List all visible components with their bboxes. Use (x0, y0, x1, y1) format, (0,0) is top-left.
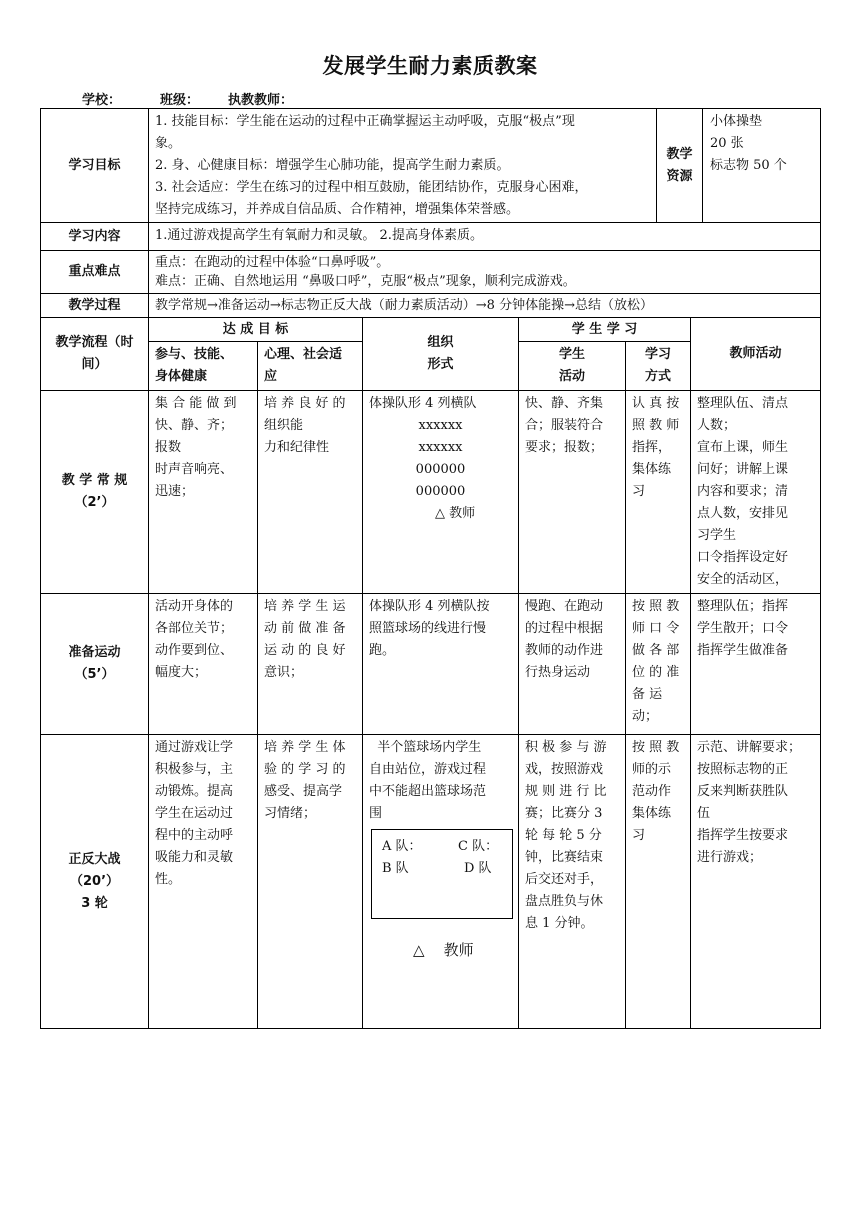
process-text: 教学常规→准备运动→标志物正反大战（耐力素质活动）→8 分钟体能操→总结（放松） (149, 294, 821, 318)
goal-a-header: 参与、技能、 身体健康 (149, 342, 258, 391)
method-header: 学习 方式 (626, 342, 691, 391)
goal-a-cell: 活动开身体的 各部位关节； 动作要到位、 幅度大； (149, 594, 258, 735)
study-header: 学 生 学 习 (519, 318, 691, 342)
resources-label: 教学 资源 (657, 109, 703, 222)
activity-cell: 快、静、齐集 合；服装符合 要求；报数； (519, 391, 626, 594)
teacher-cell: 示范、讲解要求； 按照标志物的正 反来判断获胜队 伍 指挥学生按要求 进行游戏； (691, 735, 821, 1029)
stage-cell: 教 学 常 规 （2’） (41, 391, 149, 594)
activity-header: 学生 活动 (519, 342, 626, 391)
method-cell: 按 照 教 师的示 范动作 集体练 习 (626, 735, 691, 1029)
class-label: 班级： (160, 93, 200, 108)
activity-cell: 慢跑、在跑动 的过程中根据 教师的动作进 行热身运动 (519, 594, 626, 735)
goal-b-header: 心理、社会适 应 (258, 342, 363, 391)
activity-cell: 积 极 参 与 游 戏，按照游戏 规 则 进 行 比 赛；比赛分 3 轮 每 轮 5 分 钟，比赛结束 后交还对手， 盘点胜负与休 息 1 分钟。 (519, 735, 626, 1029)
goal-b-cell: 培 养 良 好 的 组织能 力和纪律性 (258, 391, 363, 594)
teacher-position-mark: △ 教师 (435, 506, 476, 521)
table-row (41, 594, 821, 735)
court-diagram (371, 829, 513, 919)
resources-list: 小体操垫 20 张 标志物 50 个 (710, 114, 787, 173)
org-cell: 半个篮球场内学生 自由站位，游戏过程 中不能超出篮球场范 围 A 队： C 队： B 队 D 队 △ 教师 (363, 735, 519, 1029)
method-cell: 认 真 按 照 教 师 指挥， 集体练 习 (626, 391, 691, 594)
lesson-plan-table (40, 108, 821, 1029)
goal-a-cell: 通过游戏让学 积极参与，主 动锻炼。提高 学生在运动过 程中的主动呼 吸能力和灵敏 性。 (149, 735, 258, 1029)
team-b-label: B 队 (382, 861, 409, 876)
key-points-label: 重点难点 (41, 251, 149, 294)
team-a-label: A 队： (382, 839, 422, 854)
org-header: 组织 形式 (363, 318, 519, 391)
org-cell: 体操队形 4 列横队 xxxxxx xxxxxx 000000 000000 △ 教师 (363, 391, 519, 594)
key-points-text: 重点：在跑动的过程中体验“口鼻呼吸”。 难点：正确、自然地运用 “鼻吸口呼”，克服“极点”现象，顺利完成游戏。 (149, 251, 821, 294)
table-row (41, 391, 821, 594)
teacher-label: 执教教师： (228, 93, 294, 108)
team-c-label: C 队： (458, 839, 499, 854)
goal-b-cell: 培 养 学 生 运 动 前 做 准 备 运 动 的 良 好 意识； (258, 594, 363, 735)
flow-header: 教学流程（时 间） (41, 318, 149, 391)
goal-a-cell: 集 合 能 做 到 快、静、齐； 报数 时声音响亮、 迅速； (149, 391, 258, 594)
process-label: 教学过程 (41, 294, 149, 318)
objectives-label: 学习目标 (41, 109, 149, 223)
page-title: 发展学生耐力素质教案 (322, 54, 538, 78)
table-row (41, 735, 821, 1029)
org-cell: 体操队形 4 列横队按 照篮球场的线进行慢 跑。 (363, 594, 519, 735)
team-d-label: D 队 (464, 861, 492, 876)
teacher-activity-header: 教师活动 (691, 318, 821, 391)
stage-cell: 正反大战 （20’） 3 轮 (41, 735, 149, 1029)
teacher-cell: 整理队伍、清点 人数； 宣布上课，师生 问好；讲解上课 内容和要求；清 点人数，安排见 习学生 口令指挥设定好 安全的活动区， (691, 391, 821, 594)
goal-b-cell: 培 养 学 生 体 验 的 学 习 的 感受、提高学 习情绪； (258, 735, 363, 1029)
teacher-position-mark: △ 教师 (413, 941, 474, 959)
stage-cell: 准备运动 （5’） (41, 594, 149, 735)
content-text: 1.通过游戏提高学生有氧耐力和灵敏。 2.提高身体素质。 (149, 223, 821, 251)
content-label: 学习内容 (41, 223, 149, 251)
school-label: 学校： (82, 93, 122, 108)
method-cell: 按 照 教 师 口 令 做 各 部 位 的 准 备 运 动； (626, 594, 691, 735)
objectives-text: 1. 技能目标：学生能在运动的过程中正确掌握运主动呼吸，克服“极点”现 象。 2. 身、心健康目标：增强学生心肺功能，提高学生耐力素质。 3. 社会适应：学生在练习的过程中相互鼓励，能团结协作，克服身心困难， 坚持完成练习，并养成自信品质、合作精神，增强集体荣誉感。 (149, 109, 657, 222)
teacher-cell: 整理队伍；指挥 学生散开；口令 指挥学生做准备 (691, 594, 821, 735)
goals-header: 达 成 目 标 (149, 318, 363, 342)
